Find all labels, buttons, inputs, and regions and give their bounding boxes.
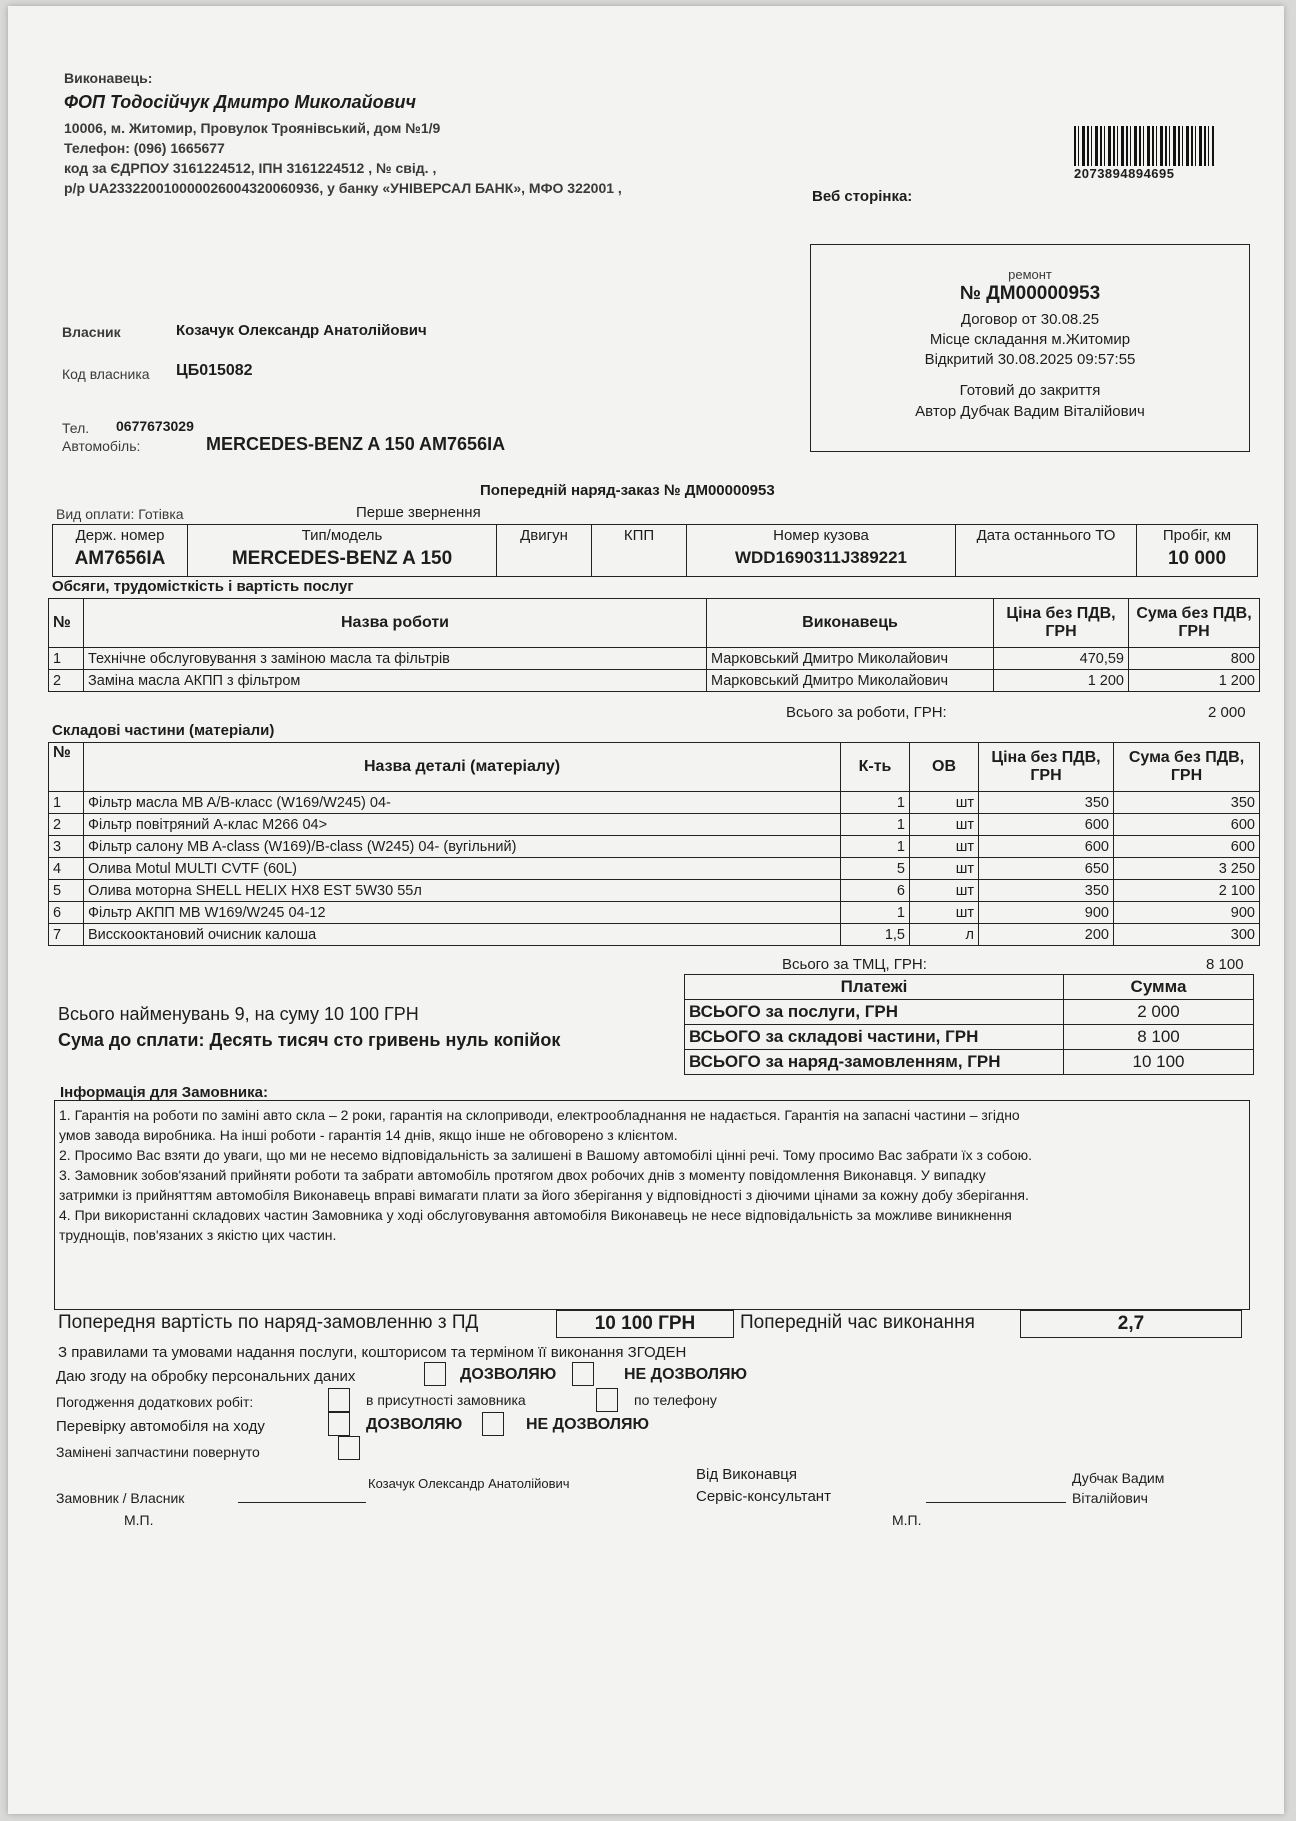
extra-works-label: Погодження додаткових робіт: (56, 1394, 254, 1410)
visit-type: Перше звернення (356, 504, 481, 521)
parts-total-label: Всього за ТМЦ, ГРН: (782, 956, 927, 973)
table-row: ВСЬОГО за наряд-замовленням, ГРН 10 100 (685, 1050, 1254, 1075)
info-title: Інформація для Замовника: (60, 1084, 268, 1101)
mileage-value: 10 000 (1167, 548, 1227, 569)
contractor-label: Виконавець: (64, 70, 153, 86)
barcode (1074, 126, 1214, 184)
repair-type: ремонт (1008, 267, 1052, 282)
consultant-signature-line (926, 1502, 1066, 1503)
plate-cell: Держ. номер AM7656IA (53, 525, 188, 577)
test-drive-deny-label: НЕ ДОЗВОЛЯЮ (526, 1416, 649, 1433)
info-line: 4. При використанні складових частин Замовника у ході обслуговування автомобіля Виконавець не несе відповідальність за можливе виникнення (59, 1207, 1012, 1223)
last-service-cell: Дата останнього ТО (956, 525, 1137, 577)
services-total-label: Всього за роботи, ГРН: (786, 704, 947, 721)
contractor-codes: код за ЄДРПОУ 3161224512, ІПН 3161224512 , № свід. , (64, 160, 437, 176)
personal-allow-label: ДОЗВОЛЯЮ (460, 1366, 557, 1383)
info-line: 2. Просимо Вас взяти до уваги, що ми не несемо відповідальність за залишені в Вашому автомобілі цінні речі. Тому просимо Вас забрати їх з собою. (59, 1147, 1032, 1163)
services-header-row: № Назва роботи Виконавець Ціна без ПДВ, ГРН Сума без ПДВ, ГРН (49, 599, 1260, 648)
test-drive-allow-label: ДОЗВОЛЯЮ (366, 1416, 463, 1433)
info-line: 1. Гарантія на роботи по заміні авто скла – 2 роки, гарантія на склоприводи, електрообладнання не надається. Гарантія на запасні частини – згідно (59, 1107, 1020, 1123)
web-page-label: Веб сторінка: (812, 188, 913, 205)
contractor-phone: Телефон: (096) 1665677 (64, 140, 225, 156)
barcode-number: 2073894894695 (1074, 166, 1175, 181)
info-line: затримки із прийняттям автомобіля Виконавець вправі вимагати плати за його зберігання у відповідності з діючими цінами за кожну добу зберігання. (59, 1187, 1029, 1203)
info-line: 3. Замовник зобов'язаний прийняти роботи та забрати автомобіль протягом двох робочих днів з моменту повідомлення Виконавця. У випадку (59, 1167, 986, 1183)
services-title: Обсяги, трудомісткість і вартість послуг (52, 578, 354, 595)
contractor-address: 10006, м. Житомир, Провулок Троянівський, дом №1/9 (64, 120, 441, 136)
customer-name: Козачук Олександр Анатолійович (368, 1476, 570, 1491)
info-line: умов завода виробника. На інші роботи - гарантія 14 днів, якщо інше не обговорено з клієнтом. (59, 1127, 678, 1143)
repair-status: Готовий до закриття (959, 382, 1101, 399)
parts-returned-checkbox[interactable] (338, 1436, 360, 1460)
personal-data-label: Даю згоду на обробку персональних даних (56, 1368, 356, 1385)
payments-table (684, 974, 1254, 1075)
owner-phone-label: Тел. (62, 420, 90, 436)
model-value: MERCEDES-BENZ A 150 (231, 548, 453, 569)
consultant-name-line1: Дубчак Вадим (1072, 1470, 1165, 1486)
repair-opened: Відкритий 30.08.2025 09:57:55 (924, 351, 1136, 368)
repair-number: № ДМ00000953 (959, 283, 1101, 304)
engine-cell: Двигун (497, 525, 592, 577)
vehicle-table (52, 524, 1258, 577)
table-row: 1 Фільтр масла MB A/B-класс (W169/W245) 04- 1 шт 350 350 (49, 792, 1260, 814)
owner-phone: 0677673029 (116, 418, 194, 434)
owner-name: Козачук Олександр Анатолійович (176, 322, 427, 339)
mileage-cell: Пробіг, км 10 000 (1137, 525, 1258, 577)
order-title: Попередній наряд-заказ № ДМ00000953 (480, 482, 775, 499)
from-contractor-label: Від Виконавця (696, 1466, 798, 1483)
owner-label: Власник (62, 324, 121, 340)
parts-title: Складові частини (матеріали) (52, 722, 275, 739)
estimate-time: 2,7 (1020, 1310, 1242, 1338)
personal-deny-checkbox[interactable] (572, 1362, 594, 1386)
parts-total: 8 100 (1206, 956, 1244, 973)
parts-returned-label: Замінені запчастини повернуто (56, 1444, 260, 1460)
model-cell: Тип/модель MERCEDES-BENZ A 150 (188, 525, 497, 577)
info-box (54, 1100, 1250, 1310)
items-summary: Всього найменувань 9, на суму 10 100 ГРН (58, 1004, 419, 1024)
owner-code-label: Код власника (62, 366, 150, 382)
estimate-time-label: Попередній час виконання (740, 1312, 975, 1333)
services-total: 2 000 (1208, 704, 1246, 721)
personal-allow-checkbox[interactable] (424, 1362, 446, 1386)
repair-contract: Договор от 30.08.25 (960, 311, 1100, 328)
by-phone-label: по телефону (634, 1392, 717, 1408)
repair-author: Автор Дубчак Вадим Віталійович (915, 403, 1145, 420)
test-drive-label: Перевірку автомобіля на ходу (56, 1418, 265, 1435)
info-line: труднощів, пов'язаних з якістю цих частин. (59, 1227, 337, 1243)
contractor-stamp: М.П. (892, 1512, 922, 1528)
table-row: 1 Технічне обслуговування з заміною масла та фільтрів Марковський Дмитро Миколайович 470,59 800 (49, 648, 1260, 670)
repair-place: Місце складання м.Житомир (929, 331, 1131, 348)
barcode-bars (1074, 126, 1214, 166)
table-row: 4 Олива Motul MULTI CVTF (60L) 5 шт 650 3 250 (49, 858, 1260, 880)
payments-header-row: Платежі Сумма (685, 975, 1254, 1000)
customer-signature-line (238, 1502, 366, 1503)
parts-table (48, 742, 1260, 946)
vin-value: WDD1690311J389221 (734, 548, 908, 567)
owner-code: ЦБ015082 (176, 362, 253, 379)
table-row: 2 Заміна масла АКПП з фільтром Марковський Дмитро Миколайович 1 200 1 200 (49, 670, 1260, 692)
repair-info-box (810, 244, 1250, 452)
customer-label: Замовник / Власник (56, 1490, 185, 1506)
in-presence-label: в присутності замовника (366, 1392, 526, 1408)
car-value: MERCEDES-BENZ A 150 AM7656IA (206, 434, 506, 454)
contractor-name: ФОП Тодосійчук Дмитро Миколайович (64, 92, 417, 112)
parts-header-row: № Назва деталі (матеріалу) К-ть ОВ Ціна без ПДВ, ГРН Сума без ПДВ, ГРН (49, 743, 1260, 792)
contractor-account: р/р UA233220010000026004320060936, у банку «УНІВЕРСАЛ БАНК», МФО 322001 , (64, 180, 622, 196)
payment-type: Вид оплати: Готівка (56, 506, 184, 522)
vin-cell: Номер кузова WDD1690311J389221 (687, 525, 956, 577)
table-row: ВСЬОГО за послуги, ГРН 2 000 (685, 1000, 1254, 1025)
estimate-cost-label: Попередня вартість по наряд-замовленню з ПД (58, 1312, 479, 1333)
table-row: 6 Фільтр АКПП MB W169/W245 04-12 1 шт 900 900 (49, 902, 1260, 924)
consultant-label: Сервіс-консультант (696, 1488, 831, 1505)
in-presence-checkbox[interactable] (328, 1388, 350, 1412)
personal-deny-label: НЕ ДОЗВОЛЯЮ (624, 1366, 747, 1383)
test-drive-deny-checkbox[interactable] (482, 1412, 504, 1436)
table-row: ВСЬОГО за складові частини, ГРН 8 100 (685, 1025, 1254, 1050)
estimate-cost: 10 100 ГРН (556, 1310, 734, 1338)
document-sheet (8, 6, 1284, 1814)
consultant-name-line2: Віталійович (1072, 1490, 1148, 1506)
customer-stamp: М.П. (124, 1512, 154, 1528)
test-drive-allow-checkbox[interactable] (328, 1412, 350, 1436)
rules-consent: З правилами та умовами надання послуги, кошторисом та терміном її виконання ЗГОДЕН (58, 1344, 687, 1361)
table-row: 5 Олива моторна SHELL HELIX HX8 EST 5W30 55л 6 шт 350 2 100 (49, 880, 1260, 902)
services-table (48, 598, 1260, 692)
amount-in-words: Сума до сплати: Десять тисяч сто гривень нуль копійок (58, 1030, 561, 1050)
table-row: 7 Висскооктановий очисник калоша 1,5 л 200 300 (49, 924, 1260, 946)
by-phone-checkbox[interactable] (596, 1388, 618, 1412)
table-row: 3 Фільтр салону MB A-class (W169)/B-class (W245) 04- (вугільний) 1 шт 600 600 (49, 836, 1260, 858)
car-label: Автомобіль: (62, 438, 141, 454)
gearbox-cell: КПП (592, 525, 687, 577)
plate-value: AM7656IA (74, 548, 166, 569)
table-row: 2 Фільтр повітряний A-клас M266 04> 1 шт 600 600 (49, 814, 1260, 836)
